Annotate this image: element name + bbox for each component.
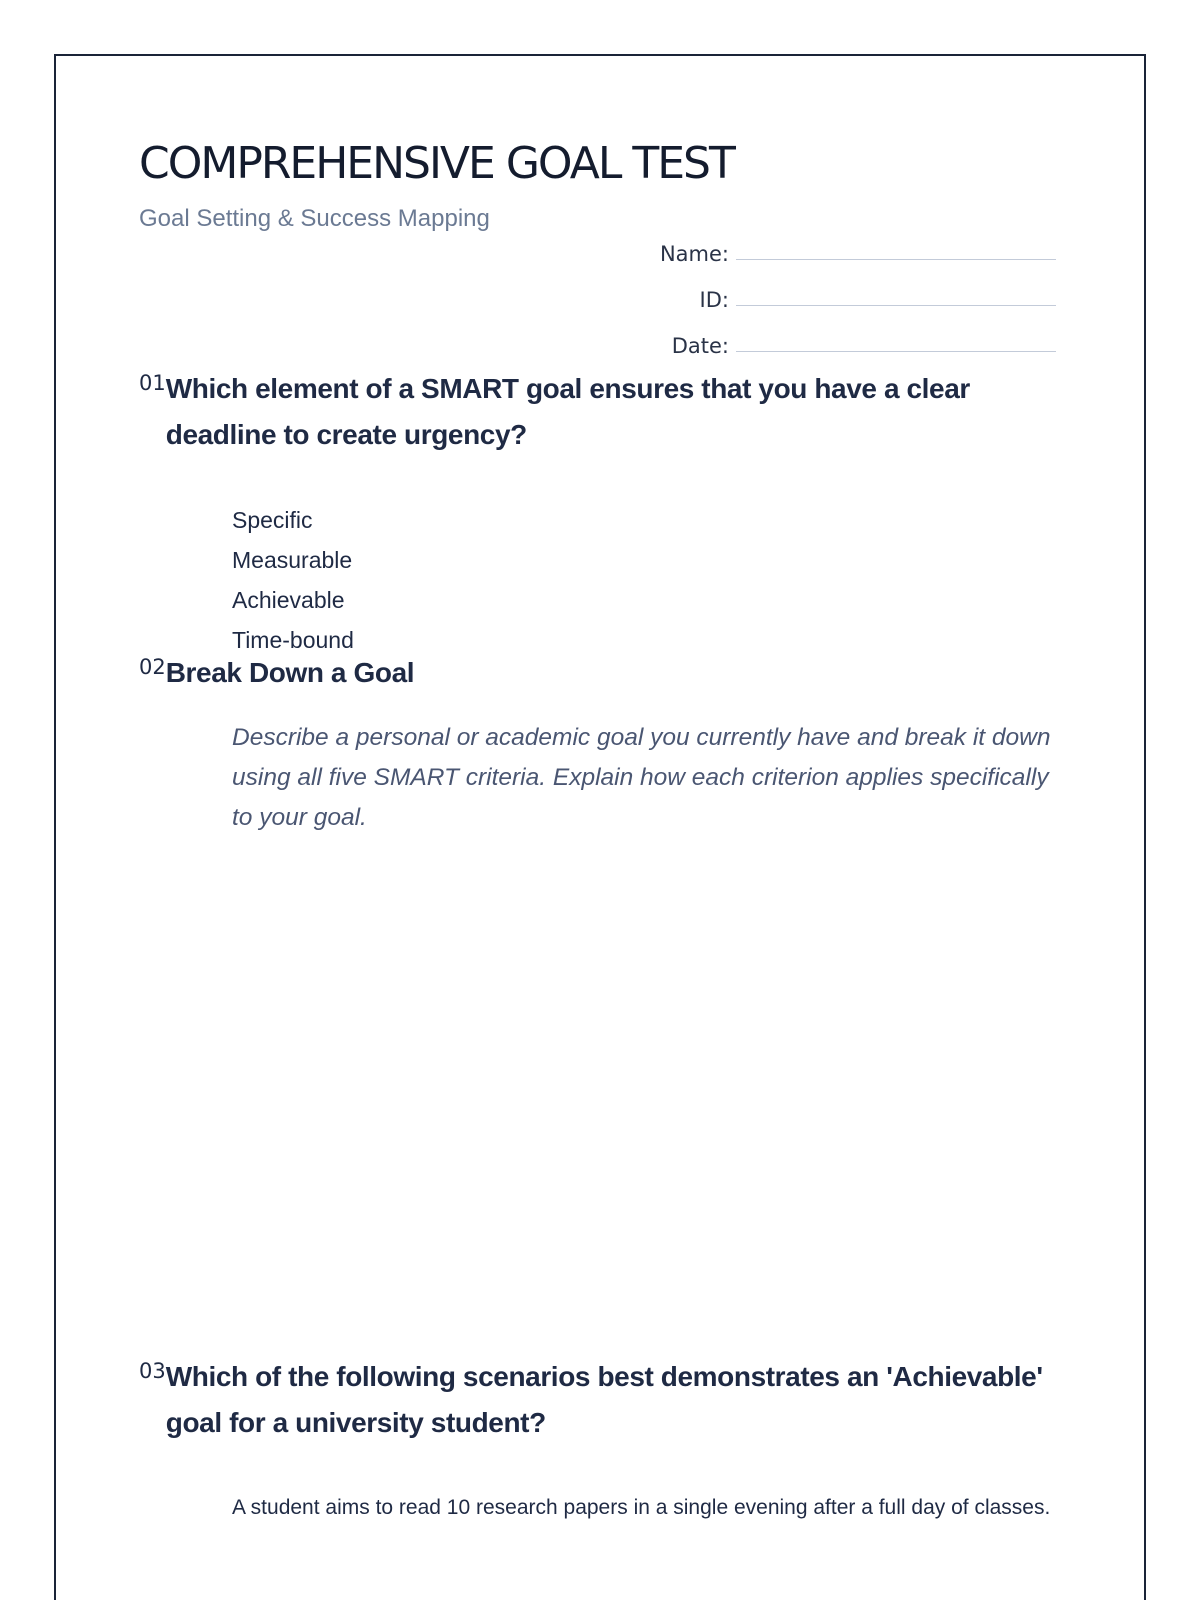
- question-2-header: [139, 650, 1059, 696]
- name-line[interactable]: [736, 257, 1056, 260]
- name-label: Name:: [659, 242, 729, 266]
- option-item[interactable]: A student aims to read 10 research papers in a single evening after a full day of classes.: [232, 1496, 1051, 1519]
- option-item[interactable]: Measurable: [232, 547, 353, 573]
- page-title: COMPREHENSIVE GOAL TEST: [139, 138, 734, 189]
- question-3-options: [232, 1488, 1052, 1528]
- option-item[interactable]: Achievable: [232, 587, 345, 613]
- question-2-prompt: Describe a personal or academic goal you currently have and break it down using all five SMART criteria. Explain how each criterion applies specifically to your goal.: [232, 724, 1051, 831]
- page-subtitle: Goal Setting & Success Mapping: [139, 205, 490, 232]
- id-label: ID:: [699, 288, 729, 312]
- question-text: Which of the following scenarios best demonstrates an 'Achievable' goal for a university student?: [165, 1361, 1043, 1438]
- date-field[interactable]: [672, 328, 1056, 358]
- exam-page: [54, 54, 1146, 1600]
- question-number: 03: [139, 1359, 166, 1383]
- question-number: 02: [139, 655, 166, 679]
- date-label: Date:: [671, 334, 729, 358]
- option-item[interactable]: Specific: [232, 507, 313, 533]
- question-number: 01: [139, 371, 166, 395]
- option-item[interactable]: Time-bound: [232, 627, 354, 653]
- question-1-options: [232, 500, 354, 660]
- id-line[interactable]: [736, 303, 1056, 306]
- question-3-header: [139, 1354, 1059, 1446]
- question-text: Break Down a Goal: [165, 657, 415, 688]
- id-field[interactable]: [700, 282, 1056, 312]
- date-line[interactable]: [736, 349, 1056, 352]
- name-field[interactable]: [660, 236, 1056, 266]
- question-text: Which element of a SMART goal ensures that you have a clear deadline to create urgency?: [165, 373, 970, 450]
- question-1-header: [139, 366, 1059, 458]
